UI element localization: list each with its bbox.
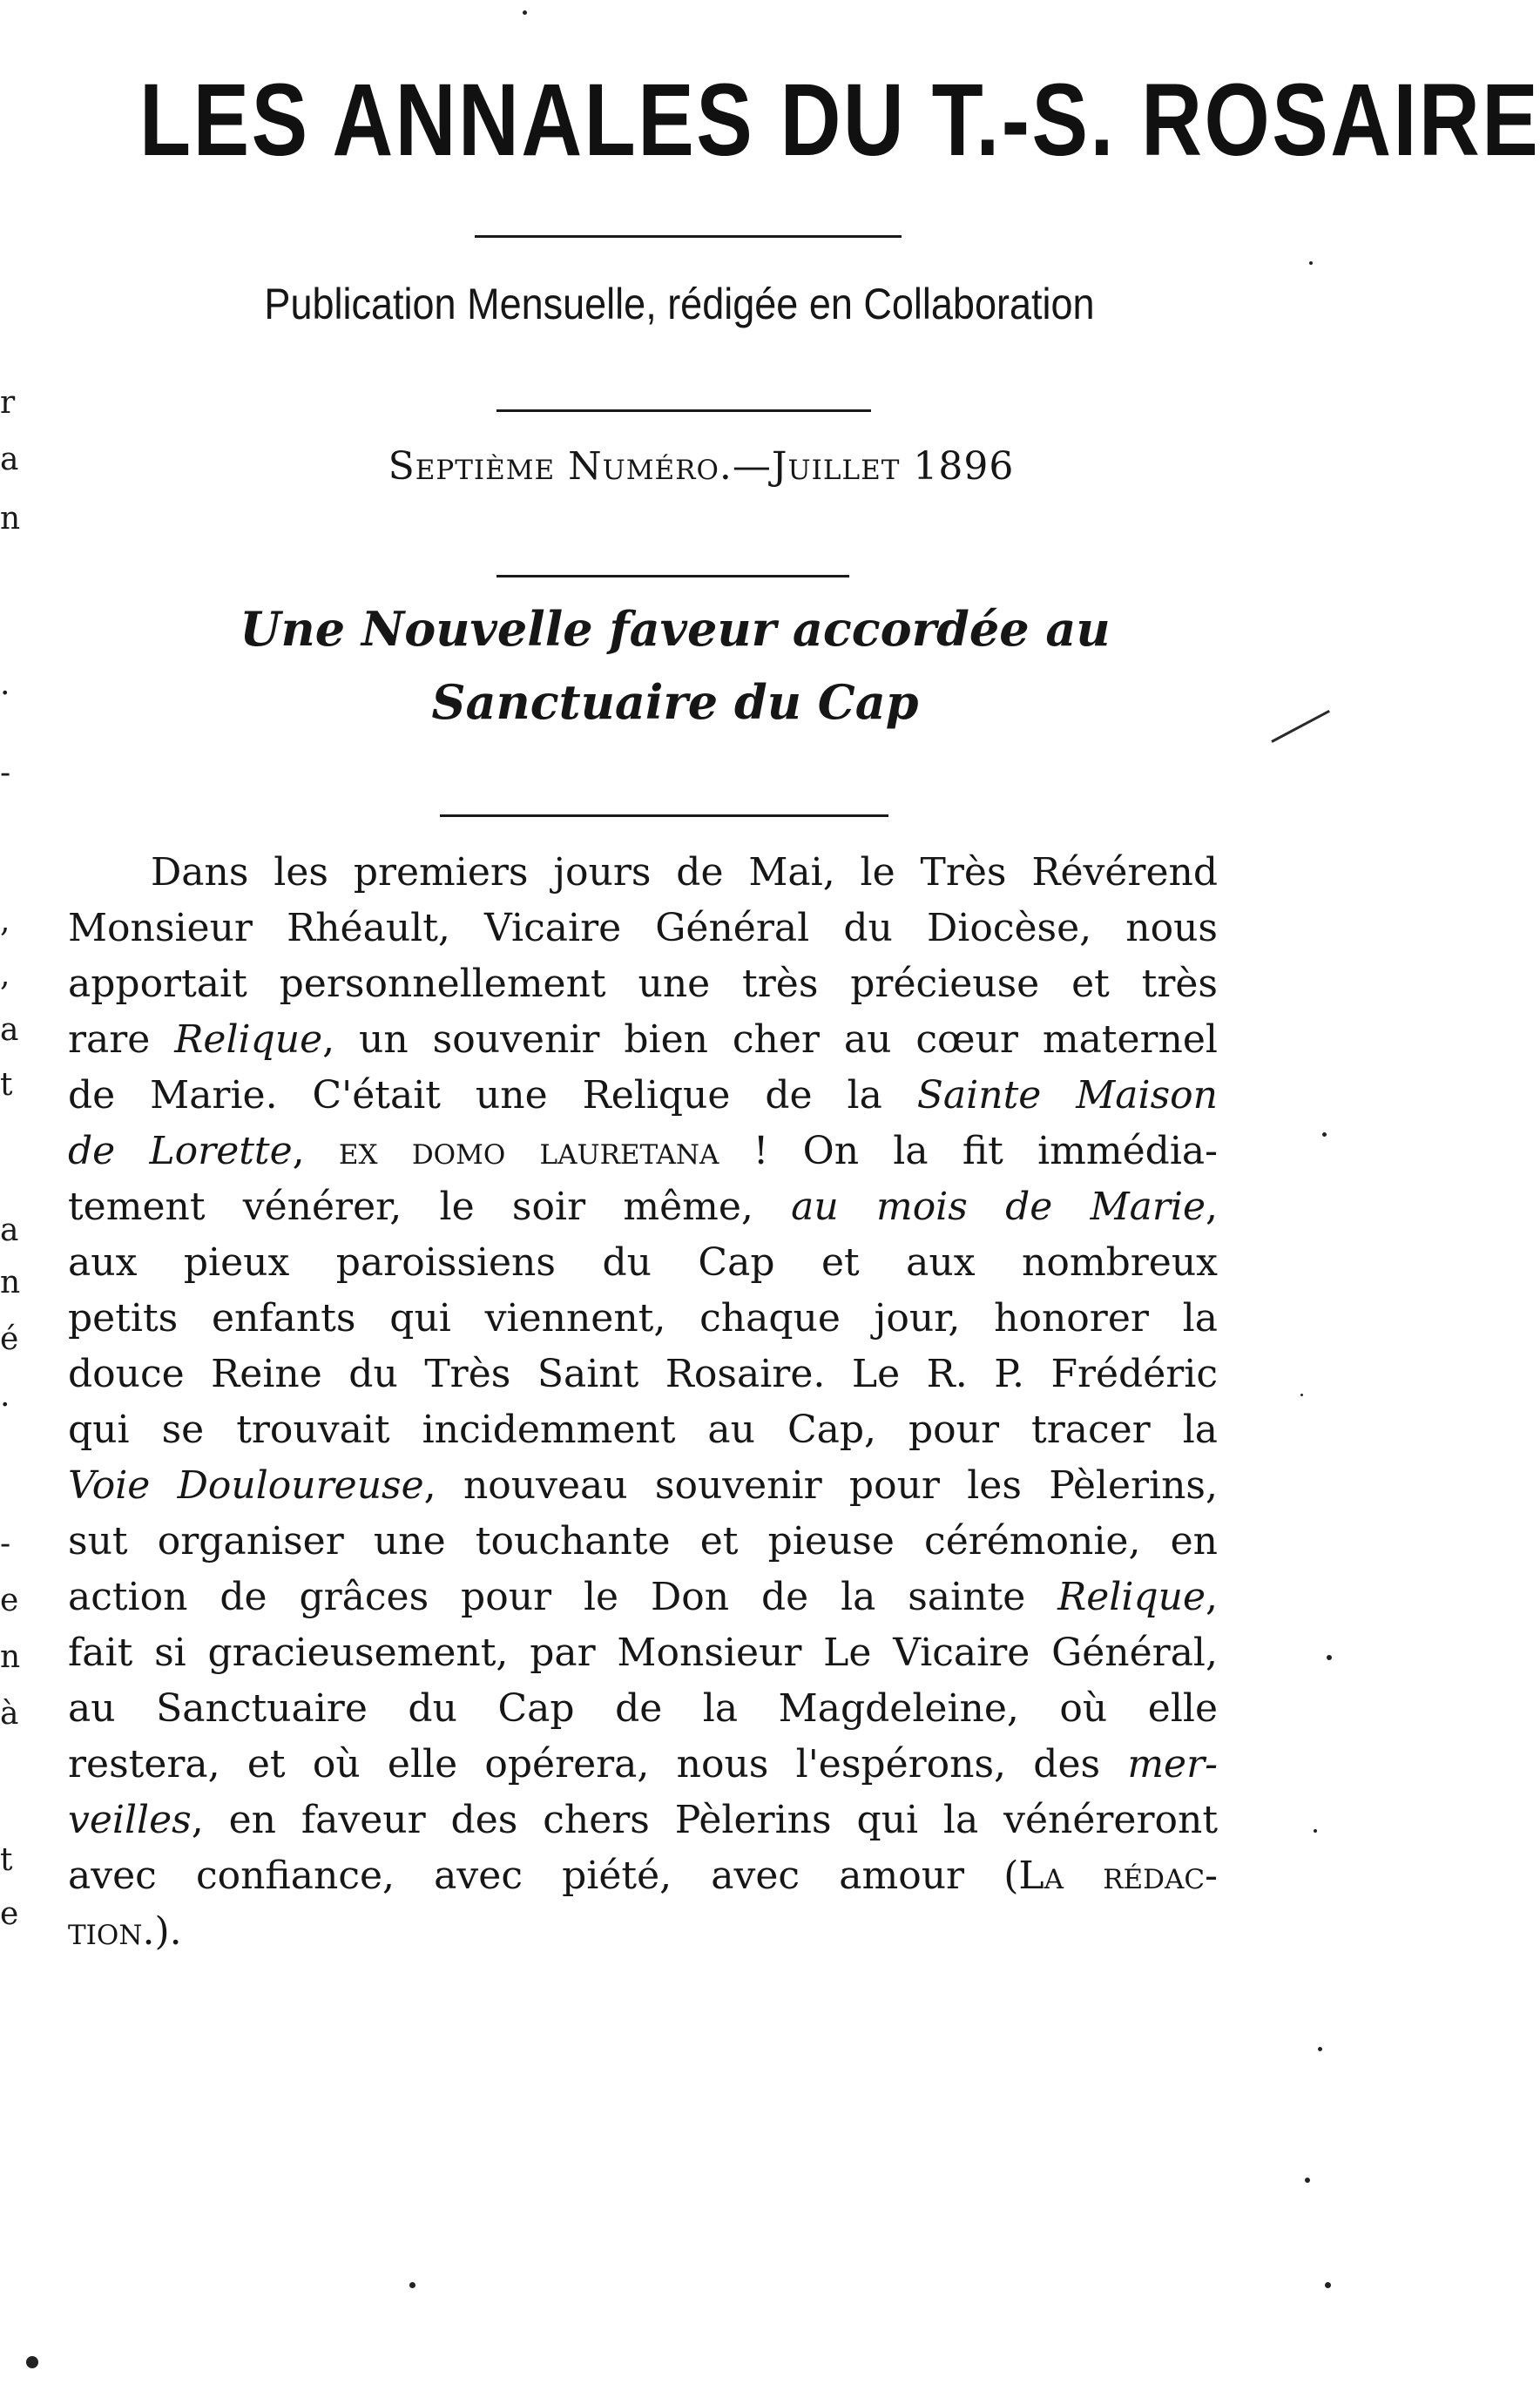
margin-fragment: a <box>0 1212 19 1248</box>
margin-fragment: , <box>0 903 10 939</box>
margin-fragment: , <box>0 957 10 993</box>
article-line: sut organiser une touchante et pieuse cérémonie, en <box>68 1519 1218 1563</box>
article-line: de Marie. C'était une Relique de la Sainte Maison <box>68 1073 1218 1118</box>
scan-speck <box>1325 2282 1331 2288</box>
article-line: Monsieur Rhéault, Vicaire Général du Diocèse, nous <box>68 906 1218 950</box>
article-line: tement vénérer, le soir même, au mois de Marie, <box>68 1185 1218 1229</box>
article-line: douce Reine du Très Saint Rosaire. Le R. P. Frédéric <box>68 1352 1218 1396</box>
article-line: qui se trouvait incidemment au Cap, pour tracer la <box>68 1408 1218 1452</box>
margin-fragment: t <box>0 1067 13 1103</box>
margin-fragment: n <box>0 501 21 537</box>
article-line: Dans les premiers jours de Mai, le Très Révérend <box>151 850 1218 895</box>
scan-speck <box>1300 1394 1303 1396</box>
article-line: aux pieux paroissiens du Cap et aux nombreux <box>68 1240 1218 1285</box>
margin-fragment: - <box>0 755 11 791</box>
headline-rule <box>440 814 888 817</box>
article-line: apportait personnellement une très précieuse et très <box>68 962 1218 1006</box>
issue-line: Septième Numéro.—Juillet 1896 <box>388 444 1015 489</box>
scan-speck <box>1318 2047 1322 2051</box>
scan-speck <box>1314 1829 1317 1833</box>
margin-fragment: e <box>0 1583 19 1618</box>
article-line: restera, et où elle opérera, nous l'espérons, des mer- <box>68 1742 1218 1786</box>
margin-fragment: à <box>0 1696 19 1732</box>
subtitle-rule <box>496 409 871 412</box>
scan-speck <box>409 2282 415 2288</box>
margin-fragment: . <box>0 666 10 702</box>
margin-fragment: e <box>0 1896 19 1932</box>
facing-page-margin <box>0 0 21 2384</box>
headline-line-1: Une Nouvelle faveur accordée au <box>240 601 1111 657</box>
margin-fragment: t <box>0 1842 13 1878</box>
article-line: au Sanctuaire du Cap de la Magdeleine, où elle <box>68 1686 1218 1731</box>
article-headline <box>174 592 1176 739</box>
margin-fragment: n <box>0 1265 21 1300</box>
article-line: petits enfants qui viennent, chaque jour, honorer la <box>68 1296 1218 1341</box>
margin-fragment: - <box>0 1526 11 1562</box>
margin-fragment: a <box>0 442 19 477</box>
article-line: Voie Douloureuse, nouveau souvenir pour les Pèlerins, <box>68 1463 1219 1508</box>
margin-fragment: a <box>0 1012 19 1048</box>
margin-fragment: . <box>0 1378 10 1414</box>
article-line: tion.). <box>68 1909 182 1954</box>
article-line: rare Relique, un souvenir bien cher au cœur maternel <box>68 1017 1219 1062</box>
scan-speck <box>1327 1655 1332 1660</box>
margin-fragment: é <box>0 1321 19 1357</box>
publication-subtitle: Publication Mensuelle, rédigée en Collaboration <box>264 280 1095 328</box>
masthead-rule <box>475 235 902 238</box>
scan-speck <box>1305 2178 1310 2183</box>
scan-speck <box>1309 261 1313 265</box>
scan-edge-noise <box>1274 0 1344 2384</box>
article-line: action de grâces pour le Don de la sainte Relique, <box>68 1575 1218 1619</box>
headline-line-2: Sanctuaire du Cap <box>431 674 919 730</box>
margin-fragment: n <box>0 1639 21 1675</box>
article-line: veilles, en faveur des chers Pèlerins qui la vénéreront <box>68 1798 1218 1842</box>
margin-fragment: r <box>0 385 16 421</box>
scan-speck <box>1322 1132 1327 1137</box>
masthead-title: LES ANNALES DU T.-S. ROSAIRE <box>139 63 1540 178</box>
article-line: de Lorette, ex domo lauretana ! On la fit immédia- <box>68 1129 1218 1173</box>
article-line: fait si gracieusement, par Monsieur Le Vicaire Général, <box>68 1631 1218 1675</box>
scan-speck <box>26 2356 38 2368</box>
issue-rule <box>496 575 849 577</box>
article-body <box>68 845 1218 1960</box>
article-line: avec confiance, avec piété, avec amour (La rédac- <box>68 1854 1219 1898</box>
scan-speck <box>523 10 527 15</box>
